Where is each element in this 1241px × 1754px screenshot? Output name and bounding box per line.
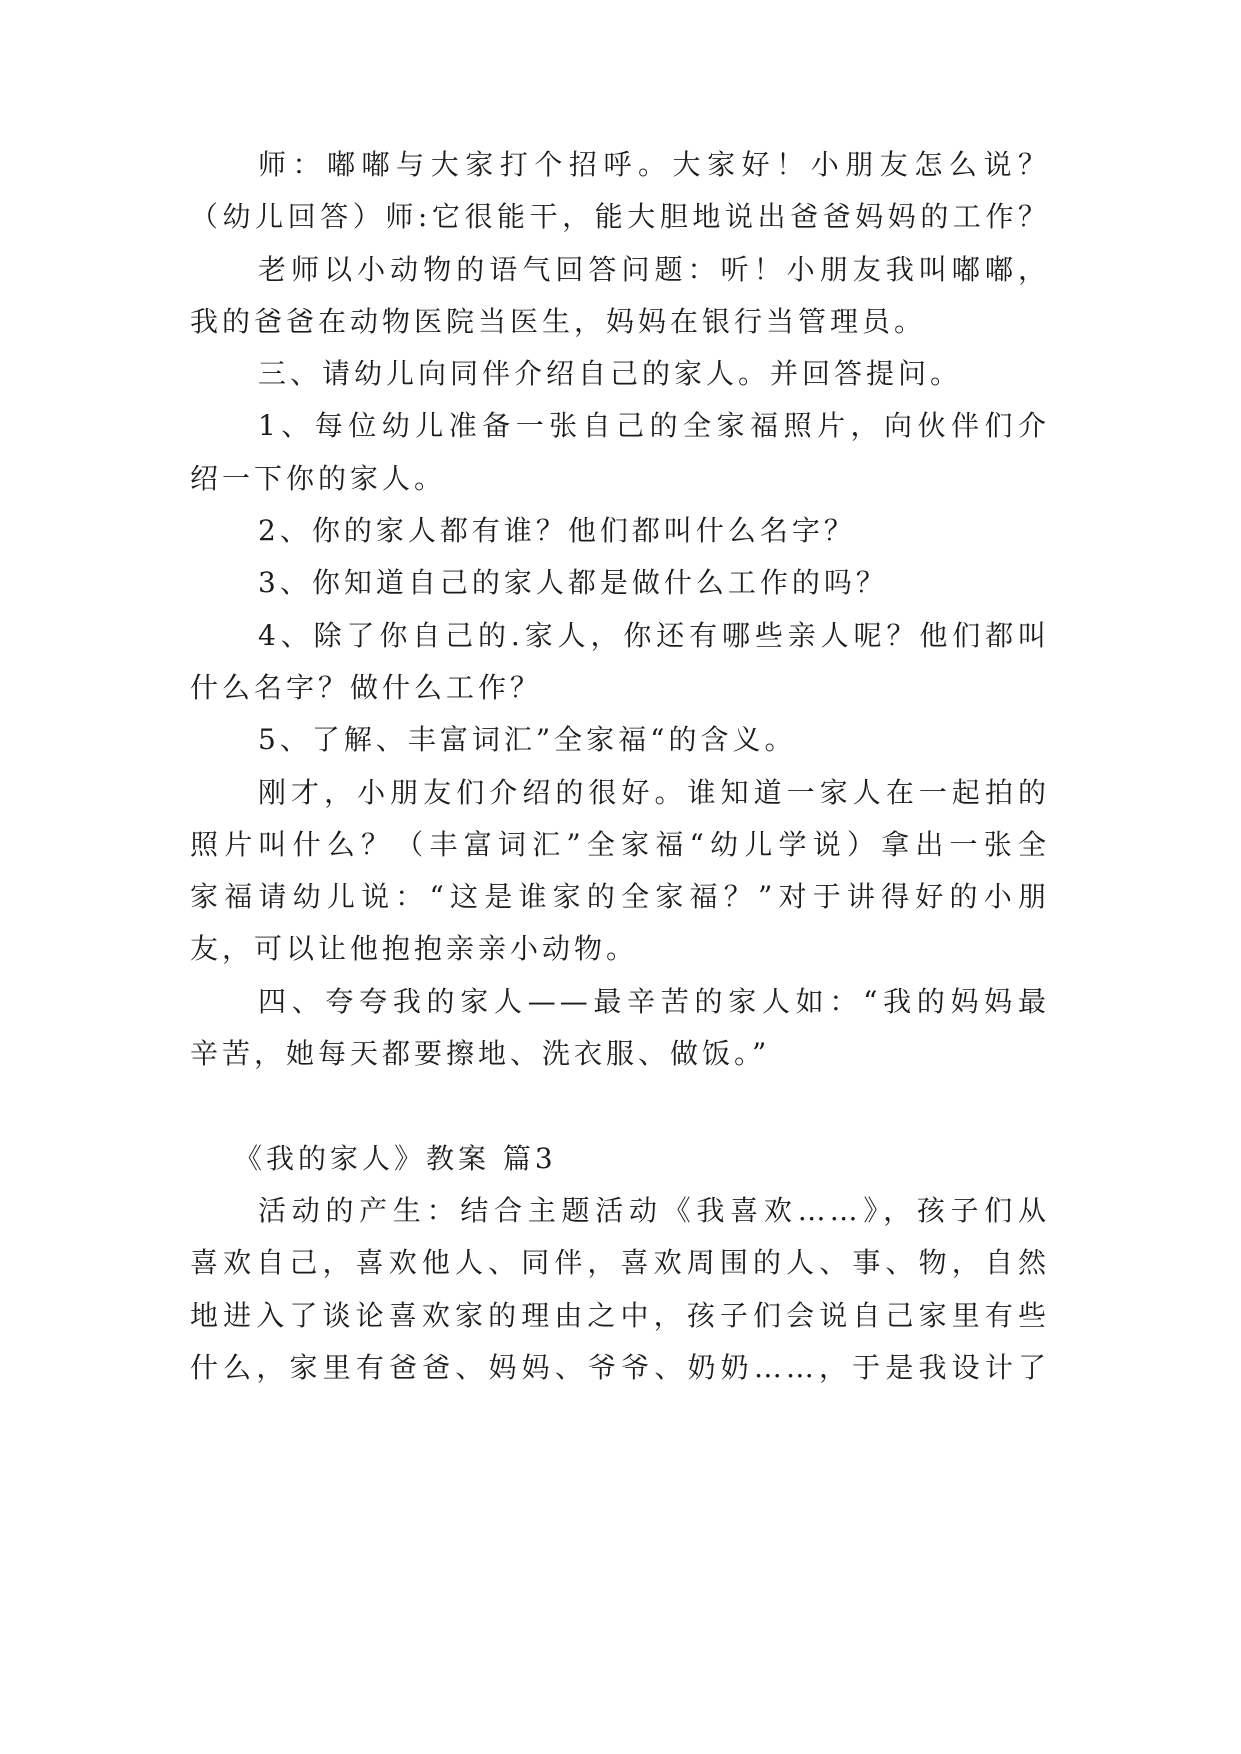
text-line: 辛苦，她每天都要擦地、洗衣服、做饭。” (190, 1037, 771, 1071)
text-line: 5、了解、丰富词汇”全家福“的含义。 (258, 723, 797, 757)
section-heading: 《我的家人》教案 篇3 (234, 1141, 557, 1175)
text-line: 照片叫什么？（丰富词汇”全家福“幼儿学说）拿出一张全 (190, 827, 1050, 861)
paragraph (190, 244, 1050, 349)
text-line: 绍一下你的家人。 (190, 461, 447, 495)
text-line: 喜欢自己，喜欢他人、同伴，喜欢周围的人、事、物，自然 (190, 1246, 1050, 1280)
text-line: 3、你知道自己的家人都是做什么工作的吗？ (258, 566, 888, 600)
text-line: 老师以小动物的语气回答问题：听！小朋友我叫嘟嘟， (258, 252, 1050, 286)
paragraph (190, 400, 1050, 505)
paragraph (190, 610, 1050, 715)
paragraph (190, 505, 1050, 557)
text-line: 三、请幼儿向同伴介绍自己的家人。并回答提问。 (258, 357, 963, 391)
paragraph (190, 714, 1050, 766)
paragraph (190, 767, 1050, 976)
paragraph (190, 557, 1050, 609)
section (190, 1133, 1050, 1394)
text-line: 四、夸夸我的家人——最辛苦的家人如：“我的妈妈最 (258, 984, 1050, 1018)
text-line: 2、你的家人都有谁？他们都叫什么名字？ (258, 514, 856, 548)
document-body (190, 139, 1050, 1394)
text-line: 地进入了谈论喜欢家的理由之中，孩子们会说自己家里有些 (190, 1298, 1050, 1332)
text-line: 友，可以让他抱抱亲亲小动物。 (190, 932, 639, 966)
text-line: 什么名字？做什么工作？ (190, 670, 543, 704)
text-line: 活动的产生：结合主题活动《我喜欢……》，孩子们从 (258, 1193, 1050, 1227)
blank-line (190, 1080, 1050, 1132)
paragraph (190, 139, 1050, 244)
text-line: 刚才，小朋友们介绍的很好。谁知道一家人在一起拍的 (258, 775, 1050, 809)
text-line: 1、每位幼儿准备一张自己的全家福照片，向伙伴们介 (258, 409, 1050, 443)
paragraph (190, 1185, 1050, 1394)
paragraph (190, 348, 1050, 400)
text-line: 家福请幼儿说：“这是谁家的全家福？”对于讲得好的小朋 (190, 880, 1050, 914)
paragraph (190, 976, 1050, 1081)
text-line: 我的爸爸在动物医院当医生，妈妈在银行当管理员。 (190, 304, 927, 338)
text-line: 4、除了你自己的.家人，你还有哪些亲人呢？他们都叫 (258, 618, 1050, 652)
text-line: 师：嘟嘟与大家打个招呼。大家好！小朋友怎么说？ (258, 148, 1050, 181)
text-line: 什么，家里有爸爸、妈妈、爷爷、奶奶……，于是我设计了 (190, 1350, 1050, 1384)
text-line: （幼儿回答）师:它很能干，能大胆地说出爸爸妈妈的工作？ (190, 200, 1050, 234)
